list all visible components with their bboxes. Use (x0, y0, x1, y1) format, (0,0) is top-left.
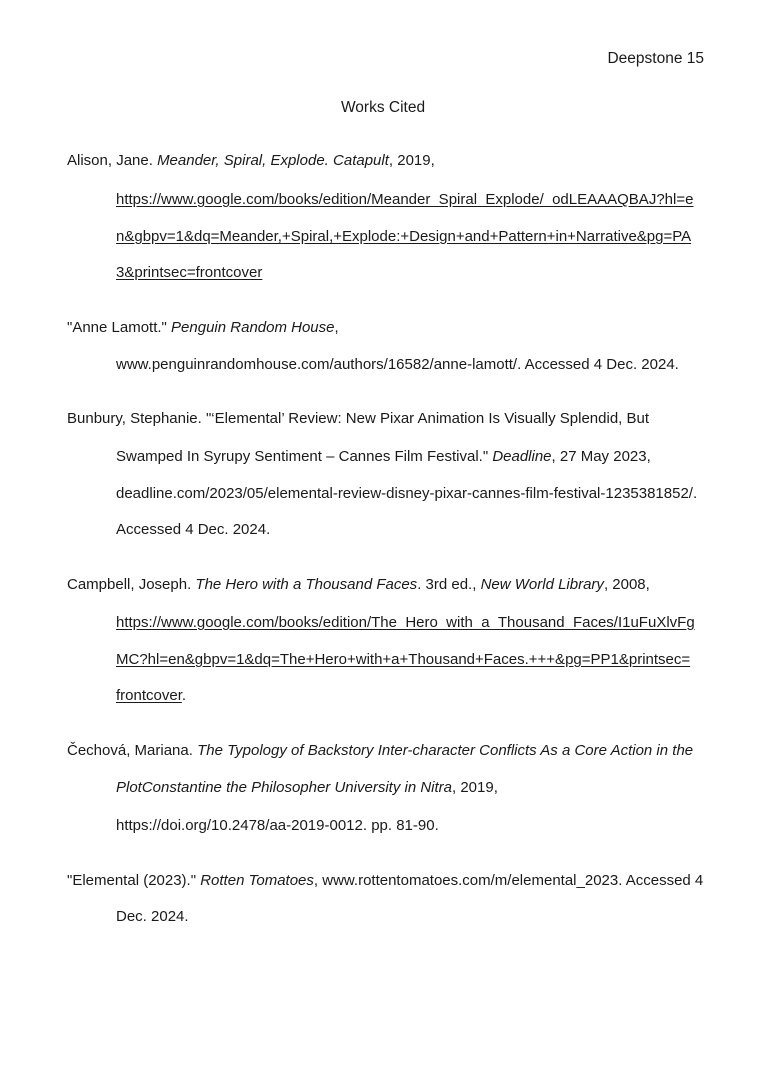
article-title-cont: PlotConstantine the Philosopher University in Nitra (116, 779, 452, 796)
citation-cechova-line-1: Čechová, Mariana. The Typology of Backstory Inter-character Conflicts As a Core Action in the (67, 742, 694, 759)
citation-bunbury-line-1: Bunbury, Stephanie. "‘Elemental’ Review: New Pixar Animation Is Visually Splendid, But (67, 410, 650, 427)
citation-lamott-line-1: "Anne Lamott." Penguin Random House, (67, 319, 339, 336)
container-title: Penguin Random House (171, 319, 335, 336)
citation-bunbury-line-4: Accessed 4 Dec. 2024. (116, 521, 271, 538)
citation-bunbury-line-3: deadline.com/2023/05/elemental-review-disney-pixar-cannes-film-festival-1235381852/. (116, 485, 698, 502)
publisher: New World Library (480, 576, 604, 593)
container-title: Deadline (492, 448, 552, 465)
citation-bunbury-line-2: Swamped In Syrupy Sentiment – Cannes Film Festival." Deadline, 27 May 2023, (116, 448, 651, 465)
citation-alison-line-1: Alison, Jane. Meander, Spiral, Explode. Catapult, 2019, (67, 152, 435, 169)
citation-alison-link-1[interactable]: https://www.google.com/books/edition/Meander_Spiral_Explode/_odLEAAAQBAJ?hl=e (116, 191, 694, 208)
citation-campbell-line-1: Campbell, Joseph. The Hero with a Thousand Faces. 3rd ed., New World Library, 2008, (67, 576, 650, 593)
book-title: The Hero with a Thousand Faces (195, 576, 418, 593)
container-title: Rotten Tomatoes (200, 872, 314, 889)
article-title: The Typology of Backstory Inter-character Conflicts As a Core Action in the (197, 742, 694, 759)
publisher: Catapult (333, 152, 389, 169)
page-title: Works Cited (340, 99, 426, 116)
citation-elemental-line-1: "Elemental (2023)." Rotten Tomatoes, www.rottentomatoes.com/m/elemental_2023. Accessed 4 (67, 872, 704, 889)
citation-cechova-line-2: PlotConstantine the Philosopher University in Nitra, 2019, (116, 779, 498, 796)
citation-alison-link-3[interactable]: 3&printsec=frontcover (116, 264, 263, 281)
running-head: Deepstone 15 (607, 50, 704, 67)
book-title: Meander, Spiral, Explode (157, 152, 325, 169)
citation-campbell-line-4: frontcover. (116, 687, 187, 704)
citation-campbell-link-2[interactable]: MC?hl=en&gbpv=1&dq=The+Hero+with+a+Thousand+Faces.+++&pg=PP1&printsec= (116, 651, 691, 668)
citation-cechova-line-3: https://doi.org/10.2478/aa-2019-0012. pp. 81-90. (116, 817, 439, 834)
citation-alison-link-2[interactable]: n&gbpv=1&dq=Meander,+Spiral,+Explode:+Design+and+Pattern+in+Narrative&pg=PA (116, 228, 692, 245)
citation-elemental-line-2: Dec. 2024. (116, 908, 189, 925)
citation-lamott-line-2: www.penguinrandomhouse.com/authors/16582/anne-lamott/. Accessed 4 Dec. 2024. (116, 356, 679, 373)
citation-campbell-link-1[interactable]: https://www.google.com/books/edition/The_Hero_with_a_Thousand_Faces/I1uFuXlvFg (116, 614, 695, 631)
citation-campbell-link-3[interactable]: frontcover (116, 687, 182, 704)
